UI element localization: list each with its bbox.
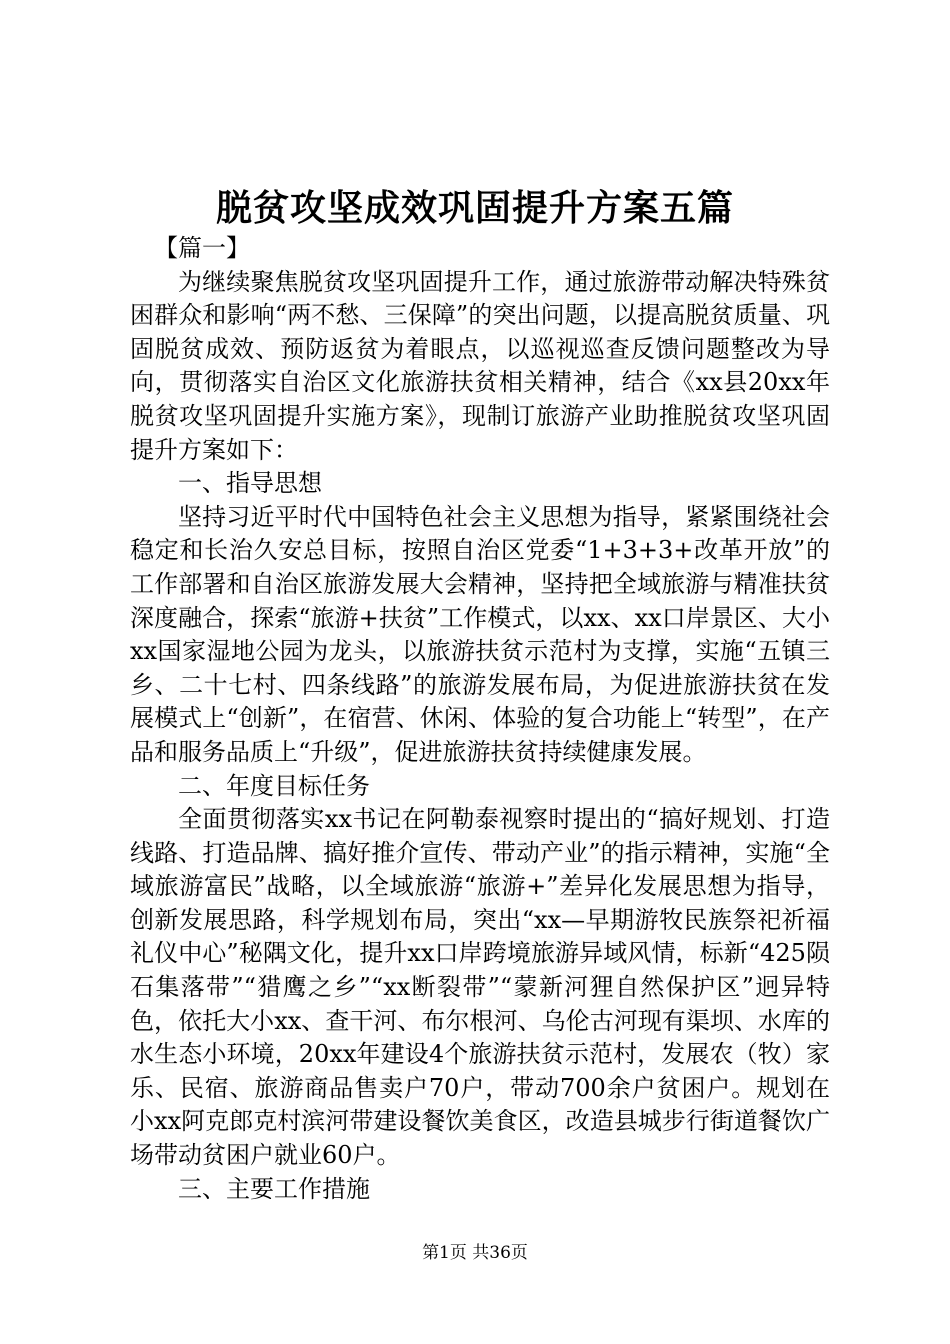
document-title: 脱贫攻坚成效巩固提升方案五篇 bbox=[215, 187, 734, 229]
heading-guiding-ideology: 一、指导思想 bbox=[178, 469, 322, 498]
heading-main-measures: 三、主要工作措施 bbox=[178, 1174, 370, 1203]
section-marker: 【篇一】 bbox=[154, 234, 250, 262]
paragraph-annual-goals: 全面贯彻落实xx书记在阿勒泰视察时提出的“搞好规划、打造线路、打造品牌、搞好推介宣传、带动产业”的指示精神，实施“全域旅游富民”战略，以全域旅游“旅游+”差异化发展思想为指导，创新发展思路，科学规划布局，突出“xx—早期游牧民族祭祀祈福礼仪中心”秘隅文化，提升xx口岸跨境旅游异域风情，标新“425陨石集落带”“猎鹰之乡”“xx断裂带”“蒙新河狸自然保护区”迥异特色，依托大小xx、查干河、布尔根河、乌伦古河现有渠坝、水库的水生态小环境，20xx年建设4个旅游扶贫示范村，发展农（牧）家乐、民宿、旅游商品售卖户70户，带动700余户贫困户。规划在小xx阿克郎克村滨河带建设餐饮美食区，改造县城步行街道餐饮广场带动贫困户就业60户。 bbox=[130, 805, 830, 1170]
paragraph-intro: 为继续聚焦脱贫攻坚巩固提升工作，通过旅游带动解决特殊贫困群众和影响“两不愁、三保障”的突出问题，以提高脱贫质量、巩固脱贫成效、预防返贫为着眼点，以巡视巡查反馈问题整改为导向，贯彻落实自治区文化旅游扶贫相关精神，结合《xx县20xx年脱贫攻坚巩固提升实施方案》，现制订旅游产业助推脱贫攻坚巩固提升方案如下： bbox=[130, 267, 830, 464]
page-footer: 第1页 共36页 bbox=[422, 1243, 528, 1263]
heading-annual-goals: 二、年度目标任务 bbox=[178, 771, 370, 800]
document-body bbox=[130, 232, 830, 1206]
paragraph-guiding-ideology: 坚持习近平时代中国特色社会主义思想为指导，紧紧围绕社会稳定和长治久安总目标，按照自治区党委“1+3+3+改革开放”的工作部署和自治区旅游发展大会精神，坚持把全域旅游与精准扶贫深度融合，探索“旅游+扶贫”工作模式，以xx、xx口岸景区、大小xx国家湿地公园为龙头，以旅游扶贫示范村为支撑，实施“五镇三乡、二十七村、四条线路”的旅游发展布局，为促进旅游扶贫在发展模式上“创新”，在宿营、休闲、体验的复合功能上“转型”，在产品和服务品质上“升级”，促进旅游扶贫持续健康发展。 bbox=[130, 502, 830, 766]
